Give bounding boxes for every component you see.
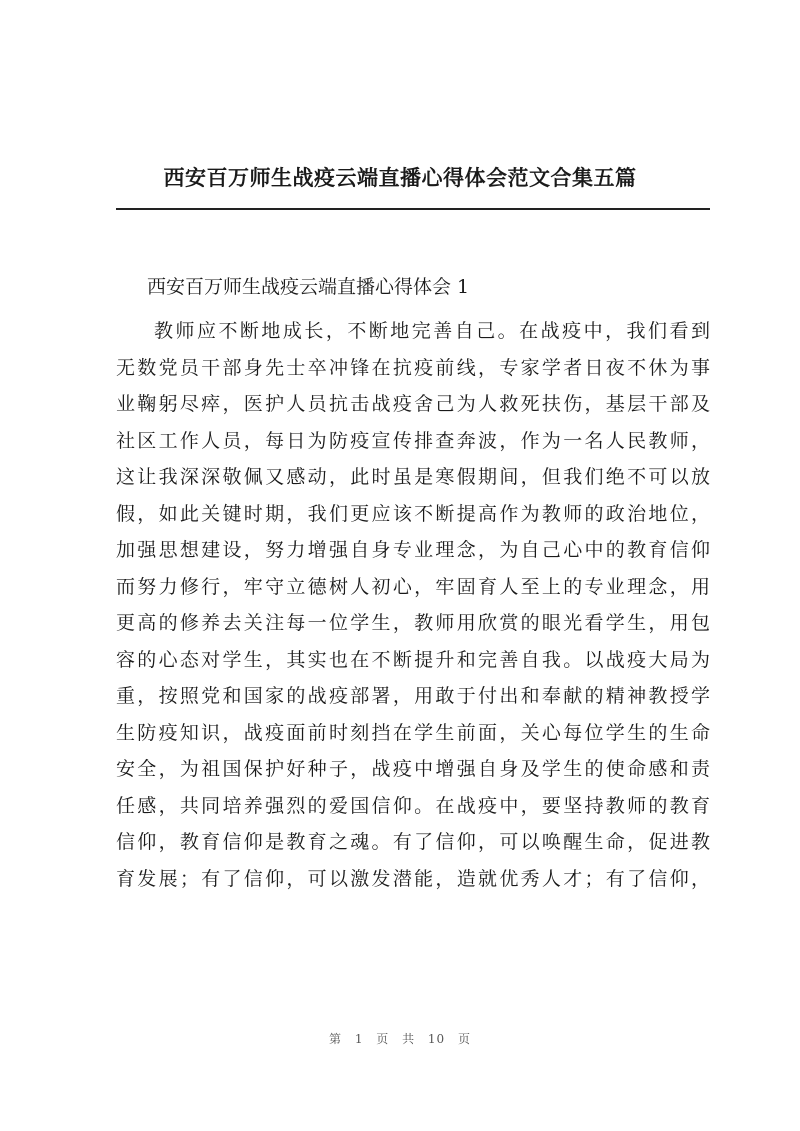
body-line: 重，按照党和国家的战疫部署，用敢于付出和奉献的精神教授学 — [116, 685, 710, 707]
body-line: 无数党员干部身先士卒冲锋在抗疫前线，专家学者日夜不休为事 — [116, 356, 710, 379]
body-line: 安全，为祖国保护好种子，战疫中增强自身及学生的使命感和责 — [116, 758, 710, 780]
body-line: 信仰，教育信仰是教育之魂。有了信仰，可以唤醒生命，促进教 — [116, 831, 710, 853]
section-heading: 西安百万师生战疫云端直播心得体会 1 — [147, 276, 470, 298]
body-line: 容的心态对学生，其实也在不断提升和完善自我。以战疫大局为 — [116, 648, 710, 671]
body-line: 生防疫知识，战疫面前时刻挡在学生前面，关心每位学生的生命 — [116, 721, 710, 744]
body-line: 业鞠躬尽瘁，医护人员抗击战疫舍己为人救死扶伤，基层干部及 — [116, 393, 710, 415]
body-line: 教师应不断地成长，不断地完善自己。在战疫中，我们看到 — [154, 320, 710, 342]
body-line: 这让我深深敬佩又感动，此时虽是寒假期间，但我们绝不可以放 — [116, 466, 710, 488]
body-line: 任感，共同培养强烈的爱国信仰。在战疫中，要坚持教师的教育 — [116, 794, 710, 817]
document-title: 西安百万师生战疫云端直播心得体会范文合集五篇 — [163, 165, 637, 190]
body-line: 育发展；有了信仰，可以激发潜能，造就优秀人才；有了信仰， — [116, 867, 710, 890]
page-number-footer: 第 1 页 共 10 页 — [329, 1032, 471, 1046]
body-line: 加强思想建设，努力增强自身专业理念，为自己心中的教育信仰 — [116, 539, 710, 561]
body-line: 假，如此关键时期，我们更应该不断提高作为教师的政治地位， — [116, 502, 710, 525]
body-text — [116, 313, 710, 897]
body-line: 社区工作人员，每日为防疫宣传排查奔波，作为一名人民教师， — [116, 429, 710, 452]
body-line: 而努力修行，牢守立德树人初心，牢固育人至上的专业理念，用 — [116, 575, 710, 598]
title-underline — [116, 208, 710, 210]
body-line: 更高的修养去关注每一位学生，教师用欣赏的眼光看学生，用包 — [116, 612, 710, 634]
